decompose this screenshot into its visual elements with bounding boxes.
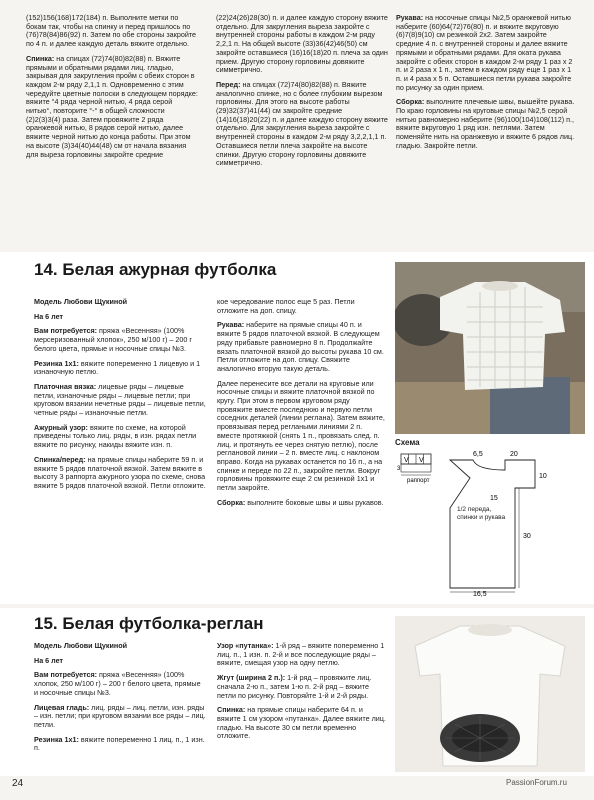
top-col2-paragraph xyxy=(216,81,388,168)
s14-col1-label: Ажурный узор: xyxy=(34,422,88,432)
s14-col1-label: Резинка 1х1: xyxy=(34,358,79,368)
s14-col2-text: выполните боковые швы и швы рукавов. xyxy=(245,497,384,507)
top-column-3 xyxy=(396,14,576,157)
s14-col2-text: наберите на прямые спицы 40 п. и вяжите 5 рядов платочной вязкой. В следующем ряду прибавьте равномерно 8 п. Продолжайте вязать платочной вязкой до высоты рукава 10 см. Петли отложите на доп. спицу. Свяжите аналогично вторую такую деталь. xyxy=(217,320,384,373)
schema-dim-bottom: 16,5 xyxy=(473,591,487,598)
s15-col2-paragraph xyxy=(217,674,387,700)
watermark: PassionForum.ru xyxy=(506,778,567,787)
schema-diagram xyxy=(395,448,590,598)
white-raglan-tshirt-photo xyxy=(395,616,585,772)
s15-col1-text: лиц. ряды – лиц. петли, изн. ряды – изн. петли; при круговом вязании все ряды – лиц. петли. xyxy=(34,702,206,729)
top-column-2 xyxy=(216,14,388,174)
s14-col1-text: на прямые спицы наберите 59 п. и вяжите 5 рядов платочной вязкой. Затем вяжите в высоту 3 раппорта ажурного узора по схеме, снова вяжите 5 рядов платочной вязкой. Петли отложите. xyxy=(34,454,206,490)
pattern-14-column-2 xyxy=(217,298,385,513)
s15-col2-paragraph xyxy=(217,642,387,668)
schema-caption: 1/2 переда, спинки и рукава xyxy=(457,506,506,521)
s14-col2-paragraph: Далее перенесите все детали на круговые или носочные спицы и вяжите платочной вязкой по кругу. При этом в первом круговом ряду провяжите вместе последнюю и первую петли соседних деталей (линии реглана). Затем вяжите, провязывая перед реглаными линиями 2 п. вместе протяжкой (снять 1 п., провязать след. п. лиц. и протянуть ее через снятую петлю), после реглановой линии – 2 п. вместе лиц. с наклоном вправо. Когда на рукавах останется по 16 п., а на спинке и переде по 22 п., закройте петли. Вокруг горловины провяжите еще 2 см резинкой 1х1 и петли закройте. xyxy=(217,378,385,493)
pattern-14-title xyxy=(34,260,276,280)
schema-dim-top-left: 6,5 xyxy=(473,451,483,458)
s15-col1-paragraph xyxy=(34,704,206,730)
svg-text:V: V xyxy=(419,457,424,464)
s15-col2-text: на прямые спицы наберите 64 п. и вяжите 1 см узором «путанка». Далее вяжите лиц. гладью. На высоте 30 см петли временно отложите. xyxy=(217,705,386,741)
s15-col1-label: Вам потребуется: xyxy=(34,670,98,680)
top-col1-text: на спицах (72)74(80)82(88) п. Вяжите прямыми и обратными рядами лиц. гладью, закрывая для закругления пройм с обеих сторон в каждом 2-м ряду 2,1,1 п. Одновременно с этим чередуйте цветные полоски в следующем порядке: вяжите °4 ряда черной нитью, 4 ряда серой нитью°, повторите °-° в общей сложности (2)2(3)3(4) раза. Затем провяжите 2 ряда оранжевой нитью, 8 рядов серой нитью, далее вяжите черной нитью до конца работы. При этом на высоте (3)34(40)44(48) см от начала вязания для выреза горловины закройте средние xyxy=(26,53,198,159)
top-col1-label: Спинка: xyxy=(26,53,55,63)
s15-col1-text: пряжа «Весенняя» (100% хлопок, 250 м/100 г) – 200 г белого цвета, прямые и носочные спицы №3. xyxy=(34,670,201,697)
s14-col2-paragraph xyxy=(217,499,385,508)
s14-col2-paragraph: кое чередование полос еще 5 раз. Петли отложите на доп. спицу. xyxy=(217,297,355,315)
s15-col2-text: 1-й ряд – вяжите попеременно 1 лиц. п., 1 изн. п. 2-й и все последующие ряды – вяжите, смещая узор на одну петлю. xyxy=(217,641,385,668)
s15-col1-label: Лицевая гладь: xyxy=(34,702,90,712)
s15-col1-paragraph xyxy=(34,736,206,753)
top-col3-label: Рукава: xyxy=(396,13,424,22)
s14-col1-label: Спинка/перед: xyxy=(34,454,86,464)
s14-col1-text: вяжите по схеме, на которой приведены только лиц. ряды, в изн. рядах петли вяжите по рисунку, накиды вяжите изн. п. xyxy=(34,422,197,450)
schema-dim-15: 15 xyxy=(490,495,498,502)
s14-col2-label: Сборка: xyxy=(217,497,246,507)
s14-col2-label: Рукава: xyxy=(217,320,245,330)
s15-col2-label: Узор «путанка»: xyxy=(217,641,274,650)
s15-col2-text: 1-й ряд – провяжите лиц. сначала 2-ю п., затем 1-ю п. 2-й ряд – вяжите петли по рисунку. Повторяйте 1-й и 2-й ряды. xyxy=(217,673,372,700)
pattern-14-age: На 6 лет xyxy=(34,311,64,321)
schema-legend-label: раппорт xyxy=(407,478,430,484)
top-col3-text: на носочные спицы №2,5 оранжевой нитью наберите (60)64(72)76(80) п. и вяжите вкруговую (6)7(8)9(10) см резинкой 2х2. Затем закройте средние 4 п. с внутренней стороны и далее вяжите прямыми и обратными рядами. Для оката рукава закройте с обеих сторон в каждом 2-м ряду 1 раз х 2 п. и 2 раза х 1 п., затем в каждом ряду еще 1 раз х 1 п. и 4 раза х 5 п. Оставшиеся петли рукава закройте по рисунку за один прием. xyxy=(396,13,573,92)
svg-text:V: V xyxy=(404,457,409,464)
s15-col1-paragraph xyxy=(34,671,206,697)
s14-col1-paragraph xyxy=(34,456,206,491)
s14-col1-text: вяжите попеременно 1 лицевую и 1 изнаночную петлю. xyxy=(34,358,201,377)
s14-col1-label: Вам потребуется: xyxy=(34,326,98,336)
top-col1-paragraph xyxy=(26,55,198,159)
schema-dim-right: 30 xyxy=(523,533,531,540)
s14-col1-text: лицевые ряды – лицевые петли, изнаночные ряды – лицевые петли; при круговом вязании нечетные ряды – лицевые петли, четные ряды – изнаночные петли. xyxy=(34,381,206,418)
pattern-14-number: 14. xyxy=(34,260,58,279)
top-col3-text: выполните плечевые швы, вышейте рукава. По краю горловины на круговые спицы №2,5 серой нитью равномерно наберите (96)100(104)108(112) п., вяжите вкруговую 1 ряд изн. петлями. Затем поменяйте нить на оранжевую и вяжите 6 рядов лиц. гладью. Закройте петли. xyxy=(396,97,575,150)
top-col2-label: Перед: xyxy=(216,79,241,89)
s14-col1-paragraph xyxy=(34,383,206,418)
s14-col1-paragraph xyxy=(34,424,206,450)
s14-col1-paragraph xyxy=(34,360,206,377)
pattern-15-age: На 6 лет xyxy=(34,655,64,665)
pattern-15-card xyxy=(0,608,594,776)
s15-col1-text: вяжите попеременно 1 лиц. п., 1 изн. п. xyxy=(34,734,205,753)
schema-rows-label: 3 xyxy=(397,466,401,472)
white-lace-tshirt-photo xyxy=(395,262,585,434)
top-column-1 xyxy=(26,14,198,165)
s15-col2-paragraph xyxy=(217,706,387,741)
top-col3-paragraph xyxy=(396,98,576,150)
s15-col1-label: Резинка 1х1: xyxy=(34,734,79,744)
pattern-15-author: Модель Любови Щукиной xyxy=(34,641,128,650)
pattern-15-column-1 xyxy=(34,642,206,759)
top-col3-label: Сборка: xyxy=(396,97,425,107)
s14-col1-label: Платочная вязка: xyxy=(34,381,97,391)
s15-col2-label: Жгут (ширина 2 п.): xyxy=(217,673,286,683)
schema-title: Схема xyxy=(395,438,420,447)
pattern-14-card xyxy=(0,252,594,604)
pattern-15-title xyxy=(34,614,264,634)
pattern-15-number: 15. xyxy=(34,614,58,633)
top-col3-paragraph xyxy=(396,14,576,92)
s14-col2-paragraph xyxy=(217,321,385,373)
s15-col2-label: Спинка: xyxy=(217,705,246,715)
s14-col1-text: пряжа «Весенняя» (100% мерсеризованный хлопок», 250 м/100 г) – 200 г белого цвета, прямые и носочные спицы №3. xyxy=(34,326,193,353)
pattern-14-name: Белая ажурная футболка xyxy=(62,260,277,279)
s14-col1-paragraph xyxy=(34,327,206,353)
pattern-14-author: Модель Любови Щукиной xyxy=(34,297,128,306)
pattern-15-column-2 xyxy=(217,642,387,747)
schema-dim-right-top: 10 xyxy=(539,473,547,480)
schema-dim-top: 20 xyxy=(510,451,518,458)
pattern-14-column-1 xyxy=(34,298,206,497)
pattern-15-name: Белая футболка-реглан xyxy=(62,614,264,633)
top-col1-paragraph: (152)156(168)172(184) п. Выполните метки по бокам так, чтобы на спинку и перед пришлось по (76)78(84)86(92) п. Затем по обе стороны закройте по 4 п. и далее каждую деталь вяжите отдельно. xyxy=(26,13,197,49)
page-number: 24 xyxy=(12,778,24,789)
top-col2-text: на спицах (72)74(80)82(88) п. Вяжите аналогично спинке, но с более глубоким вырезом горловины. Для этого на высоте работы (29)32(37)41(44) см закройте средние (14)16(18)20(22) п. и далее каждую сторону вяжите отдельно. Для закругления выреза закройте с внутренней стороны в каждом 2-м ряду 3,2,2,1,1 п. Оставшиеся петли плеча закройте на высоте спинки. Другую сторону горловины довяжите симметрично. xyxy=(216,79,388,168)
previous-pattern-section xyxy=(26,14,581,246)
top-col2-paragraph: (22)24(26)28(30) п. и далее каждую сторону вяжите отдельно. Для закругления выреза закройте с внутренней стороны работы в каждом 2-м ряду 2,2,1 п. На общей высоте (33)36(42)46(50) см закройте оставшиеся (16)16(18)20 п. плеча за один прием. Другую сторону горловины довяжите симметрично. xyxy=(216,13,388,75)
